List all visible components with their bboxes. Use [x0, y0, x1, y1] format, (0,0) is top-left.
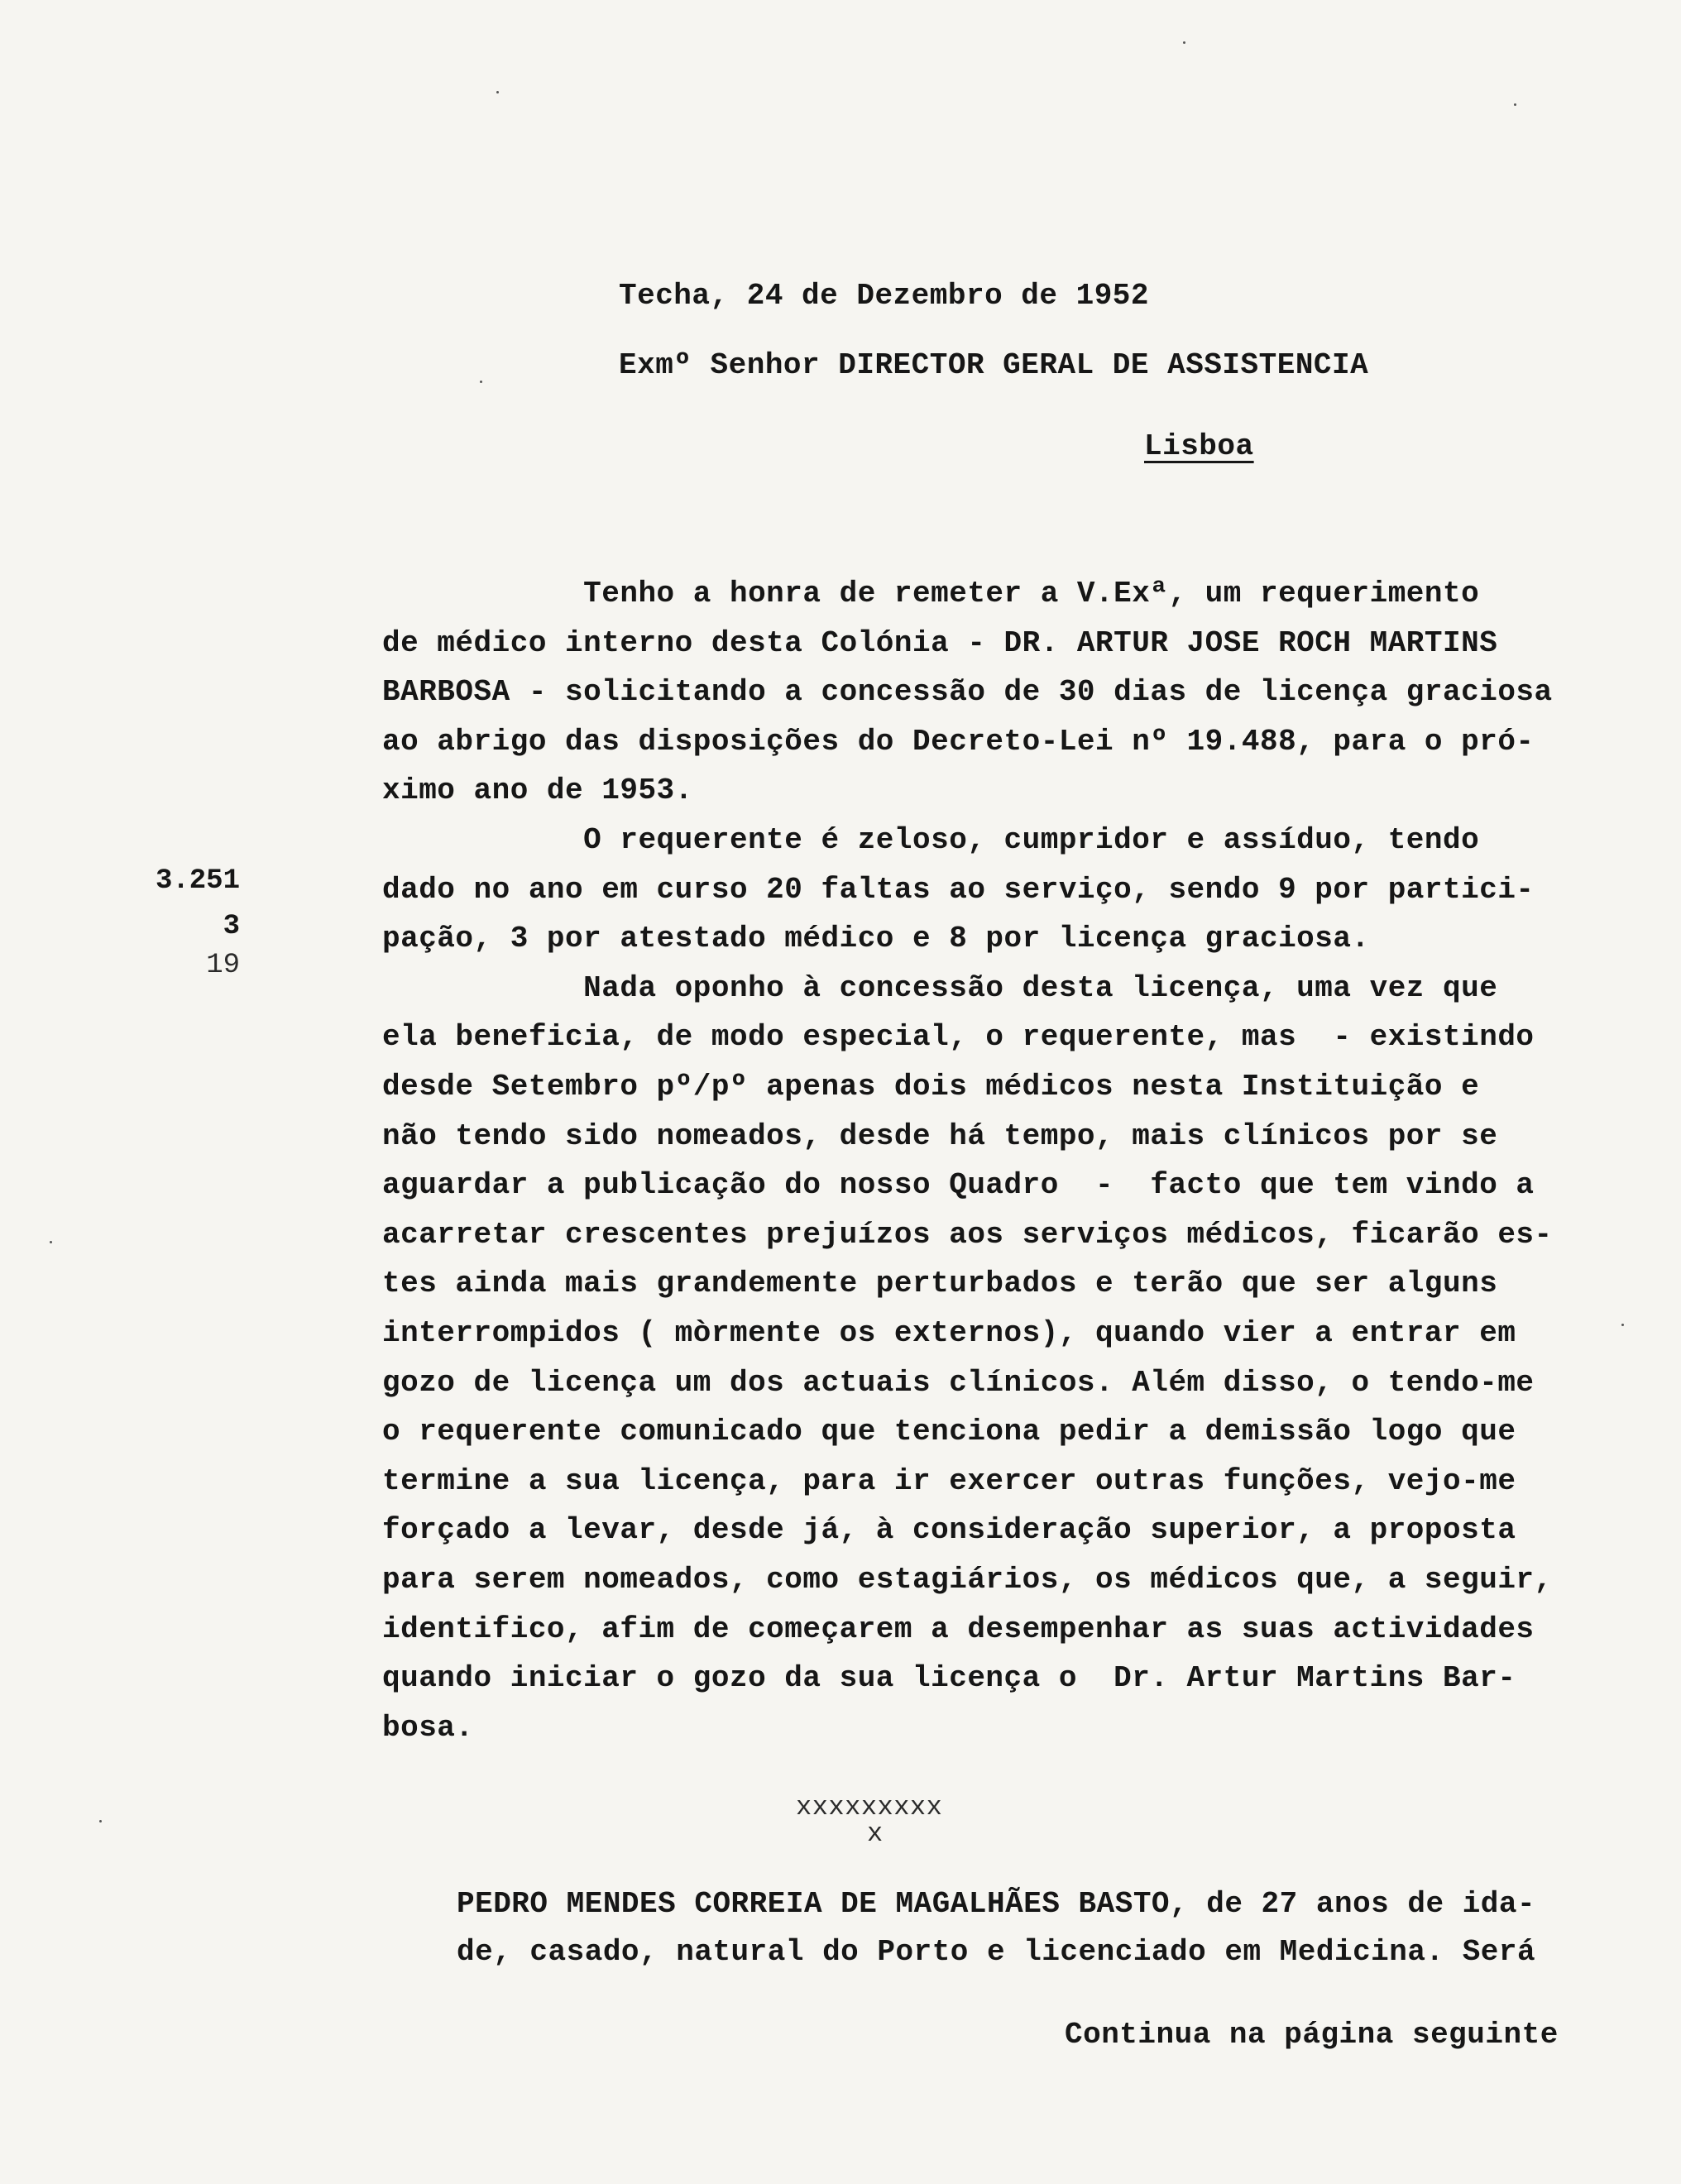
body-line: BARBOSA - solicitando a concessão de 30 dias de licença graciosa [382, 675, 1553, 709]
body-line: o requerente comunicado que tenciona pedir a demissão logo que [382, 1415, 1516, 1449]
body-line: desde Setembro pº/pº apenas dois médicos nesta Instituição e [382, 1070, 1480, 1104]
body-line: ximo ano de 1953. [382, 774, 693, 807]
body-line: Nada oponho à concessão desta licença, uma vez que [382, 971, 1498, 1005]
continuation-note: Continua na página seguinte [1065, 2018, 1559, 2052]
body-line: acarretar crescentes prejuízos aos serviços médicos, ficarão es- [382, 1218, 1553, 1252]
body-line: Tenho a honra de remeter a V.Exª, um requerimento [382, 577, 1480, 611]
body-line: aguardar a publicação do nosso Quadro - facto que tem vindo a [382, 1168, 1535, 1202]
addressee: Exmº Senhor DIRECTOR GERAL DE ASSISTENCIA [619, 348, 1369, 382]
speck [1183, 41, 1185, 44]
body-line: para serem nomeados, como estagiários, os médicos que, a seguir, [382, 1563, 1553, 1597]
speck [1621, 1324, 1624, 1326]
margin-note-3: 19 [206, 950, 240, 981]
body-line: termine a sua licença, para ir exercer outras funções, vejo-me [382, 1464, 1516, 1498]
body-line: ao abrigo das disposições do Decreto-Lei nº 19.488, para o pró- [382, 725, 1535, 759]
body-line: quando iniciar o gozo da sua licença o Dr. Artur Martins Bar- [382, 1661, 1516, 1695]
margin-note-2: 3 [223, 911, 240, 942]
speck [50, 1241, 52, 1243]
speck [480, 381, 482, 383]
place-date: Techa, 24 de Dezembro de 1952 [619, 279, 1150, 313]
city: Lisboa [1144, 429, 1254, 463]
body-line: O requerente é zeloso, cumpridor e assíduo, tendo [382, 823, 1480, 857]
body-line: identifico, afim de começarem a desempenhar as suas actividades [382, 1612, 1535, 1646]
body-line: ela beneficia, de modo especial, o requerente, mas - existindo [382, 1020, 1535, 1054]
speck [99, 1820, 102, 1822]
separator-line-2: x [867, 1818, 884, 1849]
speck [1514, 103, 1516, 106]
body-line: interrompidos ( mòrmente os externos), quando vier a entrar em [382, 1316, 1516, 1350]
body-line: pação, 3 por atestado médico e 8 por licença graciosa. [382, 922, 1370, 956]
margin-note-1: 3.251 [155, 865, 240, 897]
speck [496, 91, 499, 93]
body-line: não tendo sido nomeados, desde há tempo, mais clínicos por se [382, 1119, 1498, 1153]
body-line: dado no ano em curso 20 faltas ao serviço, sendo 9 por partici- [382, 873, 1535, 907]
separator-line-1: xxxxxxxxx [796, 1792, 943, 1822]
body-line: de médico interno desta Colónia - DR. ARTUR JOSE ROCH MARTINS [382, 626, 1498, 660]
body-line: forçado a levar, desde já, à consideração superior, a proposta [382, 1513, 1516, 1547]
body-line: tes ainda mais grandemente perturbados e terão que ser alguns [382, 1267, 1498, 1300]
candidate-line-2: de, casado, natural do Porto e licenciado em Medicina. Será [457, 1935, 1536, 1969]
body-line: bosa. [382, 1711, 474, 1745]
body-line: gozo de licença um dos actuais clínicos. Além disso, o tendo-me [382, 1366, 1535, 1400]
candidate-line-1: PEDRO MENDES CORREIA DE MAGALHÃES BASTO, de 27 anos de ida- [457, 1887, 1536, 1921]
